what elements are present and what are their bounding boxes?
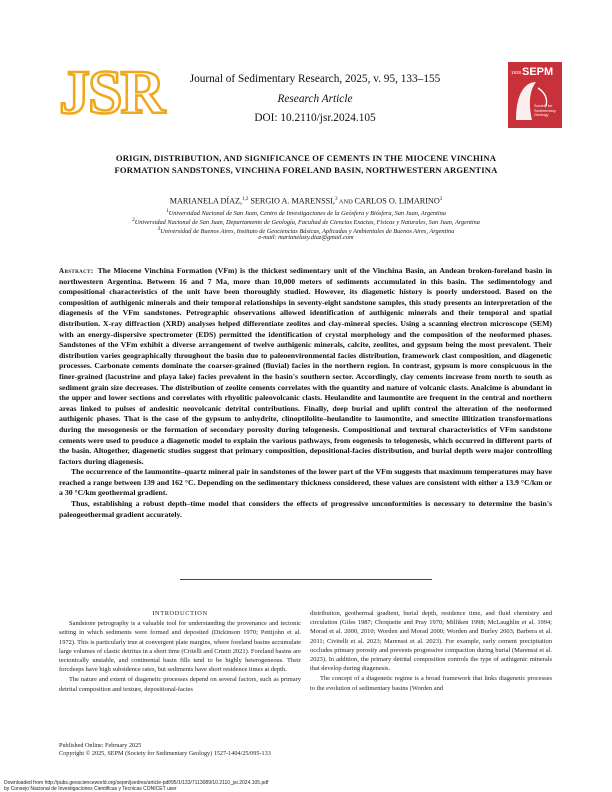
title-line-1: ORIGIN, DISTRIBUTION, AND SIGNIFICANCE OF CEMENTS IN THE MIOCENE VINCHINA bbox=[115, 153, 497, 163]
intro-paragraph-2-continued: distribution, geothermal gradient, burial depth, residence time, and fluid chemistry and circulation (Giles 1987; Choquette and Pray 1970; Milliken 1998; McLaughlin et al. 1994; Morad et al. 2000, 2010; Worden and Morad 2000; Worden and Burley 2003; Barbera et al. 2011; Civitelli et al. 2023; Marenssi et al. 2023). For example, early cement precipitation occludes primary porosity and prevents progressive compaction during burial (Marenssi et al. 2023). In addition, the primary detrital composition controls the type of authigenic minerals that develop during diagenesis. bbox=[310, 610, 552, 673]
copyright: Copyright © 2025, SEPM (Society for Sedimentary Geology) 1527-1404/25/095-133 bbox=[59, 750, 271, 757]
author-3: CARLOS O. LIMARINO bbox=[354, 196, 440, 206]
author-1: MARIANELA DÍAZ, bbox=[169, 196, 243, 206]
author-list bbox=[55, 195, 557, 208]
abstract-text-1: The Miocene Vinchina Formation (VFm) is the thickest sedimentary unit of the Vinchina Basin, an Andean broken-foreland basin in northwestern Argentina. Between 16 and 7 Ma, more than 10,000 meters of sediments accumulated in this basin. The sedimentology and compositional characteristics of the unit have been thoroughly studied. However, its diagenetic history is poorly understood. Based on the composition of authigenic minerals and their temporal relationships in seventy-eight sandstone samples, this study presents an interpretation of the diagenesis of the VFm sandstones. Petrographic observations allowed identification of authigenic minerals and their temporal and spatial distribution. X-ray diffraction (XRD) analyses helped differentiate zeolites and clay-mineral species. Using a scanning electron microscope (SEM) with an energy-dispersive spectrometer (EDS) permitted the identification of crystal morphology and the composition of the neoformed phases. Sandstones of the VFm exhibit a diverse arrangement of twelve authigenic minerals, calcite, zeolites, and gypsum being the most prevalent. Their distribution varies geographically throughout the basin due to paleoenvironmental facies distribution, framework clast composition, and diagenetic processes. Carbonate cements dominate the coarser-grained (fluvial) facies in the northern region. In contrast, gypsum is more conspicuous in the finer-grained (lacustrine and playa lake) facies prevalent in the basin's southern sector. Accordingly, clay cements increase from north to south as sediment grain size decreases. The distribution of zeolite cements correlates with the quantity and nature of volcanic clasts. Analcime is abundant in the upper and lower sections and correlates with rhyolitic paleovolcanic clasts. Heulandite and laumontite are frequent in the central and northern areas linked to pulses of andesitic neovolcanic detrital contributions. Finally, deep burial and uplift control the alteration of the neoformed authigenic phases. That is the case of the gypsum to anhydrite, clinoptilolite–heulandite to laumontite, and smectite illitization transformations during the mesogenesis or the formation of secondary porosity during telogenesis. Compositional and textural characteristics of VFm sandstone cements were used to produce a diagenetic model to explain the various pathways, from eogenesis to telogenesis, which occurred in different parts of the basin. Altogether, diagenetic studies suggest that primary composition, depositional-facies distribution, and burial depth were major controlling factors during diagenesis. bbox=[59, 266, 552, 466]
affiliation-3-text: Universidad de Buenos Aires, Instituto de Geociencias Básicas, Aplicadas y Ambientales de Buenos Aires, Argentina bbox=[160, 228, 455, 236]
affiliation-2-number: 2 bbox=[132, 217, 135, 223]
abstract-paragraph-1 bbox=[59, 266, 552, 467]
published-date: Published Online: February 2025 bbox=[59, 742, 142, 749]
article-type: Research Article bbox=[277, 93, 353, 105]
affiliation-2-text: Universidad Nacional de San Juan, Departamento de Geología, Facultad de Ciencias Exactas, Físicas y Naturales, San Juan, Argentina bbox=[134, 219, 480, 227]
sepm-year: 1926 bbox=[511, 70, 522, 75]
download-url[interactable]: Downloaded from http://pubs.geoscienceworld.org/sepm/jsedres/article-pdf/95/1/133/7113089/10.2110_jsr.2024.105.pdf bbox=[4, 780, 269, 786]
intro-paragraph-2: The nature and extent of diagenetic processes depend on several factors, such as primary detrital composition and texture, depositional-facies bbox=[59, 676, 301, 693]
abstract-label: Abstract: bbox=[59, 267, 94, 275]
introduction-heading: INTRODUCTION bbox=[152, 610, 208, 617]
author-conjunction: AND bbox=[337, 198, 355, 206]
abstract-paragraph-3: Thus, establishing a robust depth–time model that considers the effects of progressive unconformities is necessary to determine the basin's paleogeothermal gradient accurately. bbox=[59, 499, 552, 519]
intro-paragraph-3: The concept of a diagenetic regime is a broad framework that links diagenetic processes to the evolution of sedimentary basins (Worden and bbox=[310, 675, 552, 692]
column-right bbox=[310, 609, 552, 693]
article-title bbox=[55, 153, 557, 176]
author-2-affiliation: 3 bbox=[334, 197, 338, 202]
doi[interactable]: DOI: 10.2110/jsr.2024.105 bbox=[254, 112, 376, 124]
sepm-tagline: Society for Sedimentary Geology bbox=[534, 104, 556, 118]
journal-citation: Journal of Sedimentary Research, 2025, v. 95, 133–155 bbox=[189, 73, 441, 85]
sepm-logo bbox=[508, 62, 562, 128]
title-line-2: FORMATION SANDSTONES, VINCHINA FORELAND BASIN, NORTHWESTERN ARGENTINA bbox=[114, 164, 498, 175]
abstract-paragraph-2: The occurrence of the laumontite–quartz mineral pair in sandstones of the lower part of the VFm suggests that maximum temperatures may have reached a range between 139 and 162 °C. Depending on the sedimentary thickness considered, these values are consistent with either a 13.9 °C/km or a 30 °C/km geothermal gradient. bbox=[59, 467, 552, 498]
jsr-logo-text: JSR bbox=[59, 59, 164, 122]
author-1-affiliation: 1,2 bbox=[242, 197, 249, 202]
sepm-acronym: SEPM bbox=[522, 66, 554, 78]
affiliation-1-text: Universidad Nacional de San Juan, Centro de Investigaciones de la Geósfera y Biósfera, San Juan, Argentina bbox=[168, 210, 446, 218]
download-notice bbox=[4, 781, 268, 792]
intro-paragraph-1: Sandstone petrography is a valuable tool for understanding the provenance and tectonic setting in which sediments were formed and deposited (Dickinson 1970; Pettijohn et al. 1972). This is particularly true at convergent plate margins, where foreland basins accumulate large volumes of clastic detritus in a short time (Critelli and Criniti 2021). Foreland basins are tectonically unstable, and continental basin fills tend to be highly heterogeneous. Their forcdeeps have high subsidence rates, but sediments have short residence times at depth. bbox=[59, 620, 301, 674]
author-2: SERGIO A. MARENSSI, bbox=[248, 196, 335, 206]
section-divider bbox=[180, 579, 432, 580]
download-user: by Consejo Nacional de Investigaciones Cientificas y Tecnicas CONICET user bbox=[4, 785, 177, 792]
affiliation-1-number: 1 bbox=[166, 208, 169, 214]
jsr-logo bbox=[58, 58, 170, 122]
affiliation-3-number: 3 bbox=[157, 226, 161, 232]
author-3-affiliation: 3 bbox=[439, 197, 443, 202]
column-left bbox=[59, 609, 301, 694]
abstract bbox=[59, 266, 552, 520]
author-email[interactable]: e-mail: marianelaxy.diaz@gmail.com bbox=[258, 234, 354, 241]
